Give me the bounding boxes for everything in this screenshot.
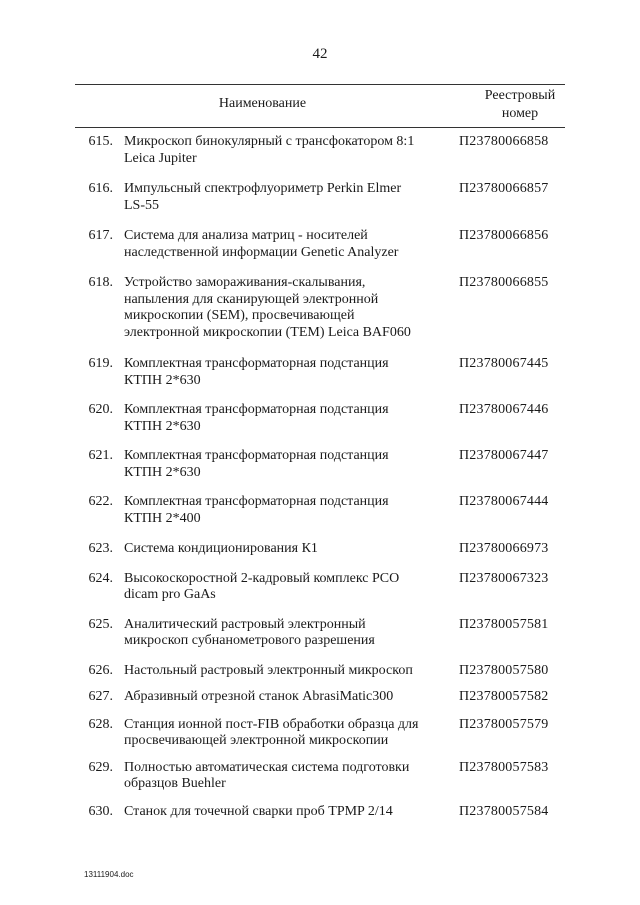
row-registry-number: П23780057580 xyxy=(459,662,549,678)
row-name-line: Комплектная трансформаторная подстанция xyxy=(124,448,389,463)
row-number: 623. xyxy=(88,541,113,556)
row-name xyxy=(124,356,444,389)
table-row xyxy=(0,760,640,793)
row-name-line: Высокоскоростной 2-кадровый комплекс PCO xyxy=(124,570,400,586)
row-name-line: Система для анализа матриц - носителей xyxy=(124,228,368,243)
table-row xyxy=(0,275,640,341)
row-name xyxy=(124,717,444,750)
row-number: 615. xyxy=(88,134,113,149)
row-registry-number: П23780057582 xyxy=(459,689,549,704)
row-registry-number: П23780057579 xyxy=(459,716,549,732)
row-registry-number: П23780067323 xyxy=(459,570,549,586)
row-name-line: электронной микроскопии (TEM) Leica BAF060 xyxy=(124,324,411,340)
row-name-line: Комплектная трансформаторная подстанция xyxy=(124,356,389,371)
row-name-line: Настольный растровый электронный микроскоп xyxy=(124,662,413,678)
row-name-line: микроскоп субнанометрового разрешения xyxy=(124,633,375,648)
row-name-line: КТПН 2*630 xyxy=(124,372,201,388)
row-number: 621. xyxy=(88,448,113,463)
row-registry-number: П23780067446 xyxy=(459,402,549,417)
table-row xyxy=(0,448,640,481)
table-row xyxy=(0,181,640,214)
row-registry-number: П23780067445 xyxy=(459,356,549,371)
row-number: 618. xyxy=(88,275,113,290)
row-number: 625. xyxy=(88,616,113,632)
table-row xyxy=(0,571,640,604)
row-name xyxy=(124,571,444,604)
row-name-line: Устройство замораживания-скалывания, xyxy=(124,275,366,290)
row-number: 628. xyxy=(88,716,113,732)
row-number: 619. xyxy=(88,356,113,371)
row-number: 617. xyxy=(88,228,113,243)
row-name-line: dicam pro GaAs xyxy=(124,587,216,602)
row-name-line: наследственной информации Genetic Analyzer xyxy=(124,244,399,260)
row-name-line: КТПН 2*630 xyxy=(124,418,201,434)
table-row xyxy=(0,228,640,261)
row-name xyxy=(124,275,444,341)
table-row xyxy=(0,689,640,706)
table-row xyxy=(0,717,640,750)
row-name-line: Комплектная трансформаторная подстанция xyxy=(124,494,389,509)
registry-header-line2: номер xyxy=(501,106,539,121)
row-name xyxy=(124,541,444,558)
row-name xyxy=(124,494,444,527)
table-body xyxy=(0,134,640,832)
row-number: 620. xyxy=(88,402,113,417)
table-row xyxy=(0,617,640,650)
row-number: 624. xyxy=(88,570,113,586)
row-name-line: Аналитический растровый электронный xyxy=(124,616,366,632)
row-name-line: Комплектная трансформаторная подстанция xyxy=(124,402,389,417)
row-name-line: напыления для сканирующей электронной xyxy=(124,291,379,307)
table-row xyxy=(0,541,640,558)
row-registry-number: П23780057584 xyxy=(459,803,549,819)
row-name-line: Станция ионной пост-FIB обработки образца для xyxy=(124,716,419,732)
row-name-line: Система кондиционирования К1 xyxy=(124,541,318,556)
table-row xyxy=(0,134,640,167)
row-name xyxy=(124,663,444,680)
row-name-line: просвечивающей электронной микроскопии xyxy=(124,733,389,748)
row-registry-number: П23780057583 xyxy=(459,759,549,775)
row-registry-number: П23780066857 xyxy=(459,181,549,196)
name-column-header: Наименование xyxy=(218,96,307,111)
row-name-line: КТПН 2*400 xyxy=(124,510,201,526)
table-header xyxy=(75,84,565,128)
row-registry-number: П23780067447 xyxy=(459,448,549,463)
row-name-line: Полностью автоматическая система подготовки xyxy=(124,759,410,775)
row-number: 626. xyxy=(88,662,113,678)
row-name xyxy=(124,804,444,821)
page-number: 42 xyxy=(312,46,328,62)
registry-column-header xyxy=(470,87,570,123)
row-registry-number: П23780057581 xyxy=(459,616,549,632)
row-name-line: Leica Jupiter xyxy=(124,150,197,166)
table-row xyxy=(0,663,640,680)
row-name xyxy=(124,760,444,793)
row-name-line: микроскопии (SEM), просвечивающей xyxy=(124,308,355,323)
row-name xyxy=(124,402,444,435)
row-name-line: Импульсный спектрофлуориметр Perkin Elmer xyxy=(124,181,402,196)
table-row xyxy=(0,402,640,435)
row-registry-number: П23780066856 xyxy=(459,228,549,243)
row-number: 616. xyxy=(88,181,113,196)
row-name-line: Абразивный отрезной станок AbrasiMatic300 xyxy=(124,689,394,704)
row-registry-number: П23780067444 xyxy=(459,494,549,509)
row-name xyxy=(124,448,444,481)
row-name-line: КТПН 2*630 xyxy=(124,464,201,480)
row-name-line: LS-55 xyxy=(124,197,159,213)
row-name xyxy=(124,181,444,214)
table-row xyxy=(0,356,640,389)
registry-header-line1: Реестровый xyxy=(484,88,556,103)
footer-filename: 13111904.doc xyxy=(84,870,134,879)
row-name-line: образцов Buehler xyxy=(124,776,226,791)
row-registry-number: П23780066855 xyxy=(459,275,549,290)
row-registry-number: П23780066973 xyxy=(459,541,549,556)
row-name xyxy=(124,228,444,261)
table-row xyxy=(0,804,640,821)
row-number: 622. xyxy=(88,494,113,509)
row-name xyxy=(124,134,444,167)
row-name-line: Микроскоп бинокулярный с трансфокатором 8:1 xyxy=(124,134,415,149)
row-name xyxy=(124,617,444,650)
row-registry-number: П23780066858 xyxy=(459,134,549,149)
row-number: 629. xyxy=(88,759,113,775)
row-number: 630. xyxy=(88,803,113,819)
table-row xyxy=(0,494,640,527)
row-number: 627. xyxy=(88,689,113,704)
row-name-line: Станок для точечной сварки проб TPMP 2/14 xyxy=(124,803,393,819)
row-name xyxy=(124,689,444,706)
